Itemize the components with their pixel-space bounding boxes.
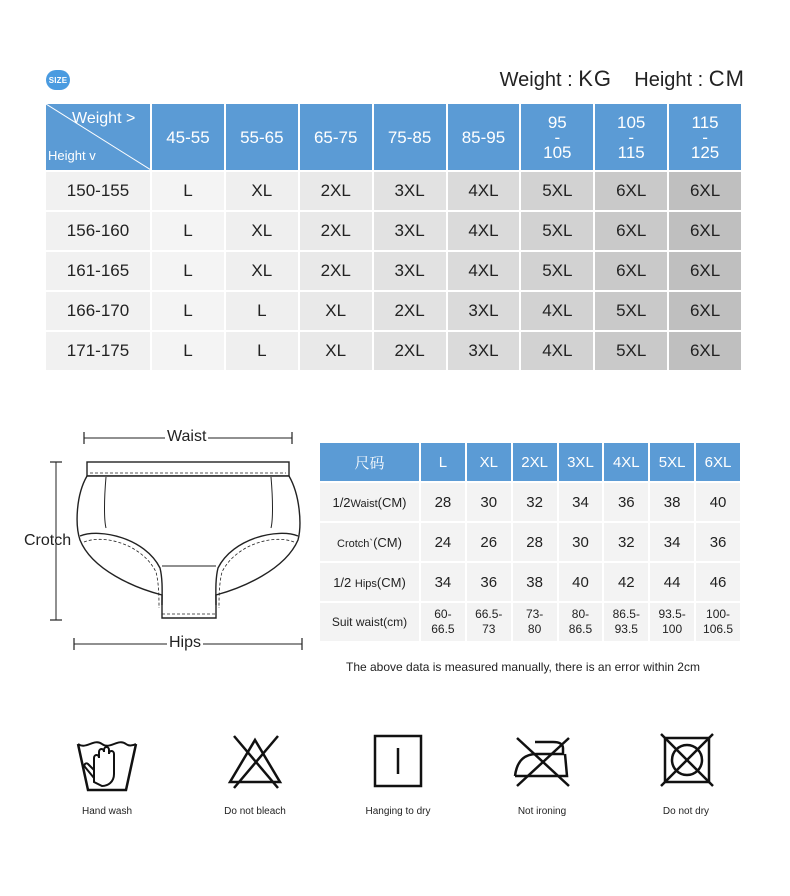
- care-label: Not ironing: [517, 806, 567, 817]
- size-cell: 6XL: [668, 331, 742, 371]
- size-chart-row: [46, 251, 742, 291]
- size-chart-table: [46, 104, 743, 372]
- size-cell: XL: [299, 291, 373, 331]
- size-cell: 3XL: [447, 331, 521, 371]
- weight-col-header: 45-55: [151, 104, 225, 171]
- size-col-header: 3XL: [558, 443, 604, 482]
- suit-waist-value: 93.5- 100: [649, 602, 695, 642]
- weight-col-header: 115 - 125: [668, 104, 742, 171]
- measurement-row: [320, 562, 741, 602]
- height-unit-label: Height: [634, 69, 693, 91]
- measurement-value: 34: [649, 522, 695, 562]
- care-hang-dry: [353, 730, 443, 817]
- hips-label: Hips: [169, 634, 202, 651]
- no-iron-icon: [507, 730, 577, 794]
- height-range-cell: 166-170: [46, 291, 151, 331]
- size-cell: 2XL: [299, 211, 373, 251]
- size-cell: XL: [225, 211, 299, 251]
- size-cell: L: [225, 331, 299, 371]
- crotch-label: Crotch: [24, 532, 72, 549]
- measurement-value: 42: [603, 562, 649, 602]
- height-range-cell: 171-175: [46, 331, 151, 371]
- size-cell: XL: [225, 171, 299, 211]
- measurement-table: [320, 443, 742, 643]
- weight-col-header: 95 - 105: [520, 104, 594, 171]
- size-cell: 5XL: [594, 331, 668, 371]
- size-cell: 4XL: [447, 171, 521, 211]
- measurement-value: 38: [649, 482, 695, 522]
- measurement-value: 36: [695, 522, 741, 562]
- size-cell: 4XL: [520, 331, 594, 371]
- size-cell: 3XL: [373, 171, 447, 211]
- care-do-not-bleach: [210, 730, 300, 817]
- size-chart-corner: [46, 104, 151, 171]
- measurement-value: 36: [466, 562, 512, 602]
- size-cell: 6XL: [668, 171, 742, 211]
- suit-waist-label: Suit waist(cm): [320, 602, 420, 642]
- measurement-value: 26: [466, 522, 512, 562]
- size-cell: L: [151, 211, 225, 251]
- measurement-value: 32: [512, 482, 558, 522]
- measurement-value: 30: [466, 482, 512, 522]
- suit-waist-row: [320, 602, 741, 642]
- size-cell: L: [151, 291, 225, 331]
- size-cell: 6XL: [594, 251, 668, 291]
- weight-col-header: 55-65: [225, 104, 299, 171]
- measurement-header-row: [320, 443, 741, 482]
- size-cell: 6XL: [668, 251, 742, 291]
- measurement-value: 38: [512, 562, 558, 602]
- measurement-row-label: 1/2Waist(CM): [320, 482, 420, 522]
- waistband-shape: [87, 462, 289, 476]
- size-cell: 4XL: [447, 251, 521, 291]
- suit-waist-value: 73- 80: [512, 602, 558, 642]
- size-cell: 2XL: [373, 291, 447, 331]
- care-label: Do not bleach: [224, 806, 286, 817]
- size-col-header: XL: [466, 443, 512, 482]
- do-not-bleach-icon: [220, 730, 290, 794]
- measurement-value: 34: [558, 482, 604, 522]
- size-chart-row: [46, 291, 742, 331]
- do-not-dry-icon: [651, 730, 721, 794]
- weight-unit: KG: [578, 66, 613, 91]
- weight-unit-label: Weight: [499, 69, 562, 91]
- measurement-value: 46: [695, 562, 741, 602]
- size-cell: 3XL: [373, 211, 447, 251]
- size-cell: 2XL: [373, 331, 447, 371]
- size-cell: 6XL: [594, 211, 668, 251]
- measurement-value: 34: [420, 562, 466, 602]
- care-label: Hanging to dry: [365, 806, 431, 817]
- waist-label: Waist: [167, 428, 207, 445]
- size-cell: L: [151, 251, 225, 291]
- measurement-value: 32: [603, 522, 649, 562]
- size-col-header: 6XL: [695, 443, 741, 482]
- care-do-not-dry: [641, 730, 731, 817]
- care-hand-wash: [62, 730, 152, 817]
- measurement-note: The above data is measured manually, there is an error within 2cm: [346, 660, 700, 674]
- suit-waist-value: 60- 66.5: [420, 602, 466, 642]
- size-cell: 2XL: [299, 171, 373, 211]
- size-chart-header-row: [46, 104, 742, 171]
- measurement-row-label: 1/2 Hips(CM): [320, 562, 420, 602]
- measurement-body: [320, 482, 741, 642]
- weight-col-header: 105 - 115: [594, 104, 668, 171]
- size-badge: SIZE: [46, 70, 70, 90]
- size-cell: L: [225, 291, 299, 331]
- size-cell: XL: [299, 331, 373, 371]
- size-col-header: L: [420, 443, 466, 482]
- size-col-header: 5XL: [649, 443, 695, 482]
- measurement-corner: 尺码: [320, 443, 420, 482]
- size-col-header: 4XL: [603, 443, 649, 482]
- size-col-header: 2XL: [512, 443, 558, 482]
- weight-col-header: 65-75: [299, 104, 373, 171]
- suit-waist-value: 100- 106.5: [695, 602, 741, 642]
- measurement-value: 40: [558, 562, 604, 602]
- measurement-row: [320, 522, 741, 562]
- size-chart-row: [46, 171, 742, 211]
- corner-height-label: Height v: [48, 148, 96, 163]
- care-label: Hand wash: [81, 806, 133, 817]
- size-cell: 6XL: [668, 291, 742, 331]
- size-cell: 5XL: [520, 251, 594, 291]
- size-cell: 5XL: [520, 171, 594, 211]
- care-label: Do not dry: [662, 806, 710, 817]
- measurement-row-label: Crotch`(CM): [320, 522, 420, 562]
- height-range-cell: 161-165: [46, 251, 151, 291]
- corner-weight-label: Weight >: [72, 110, 136, 127]
- measurement-value: 30: [558, 522, 604, 562]
- measurement-value: 28: [512, 522, 558, 562]
- weight-col-header: 75-85: [373, 104, 447, 171]
- size-cell: 4XL: [520, 291, 594, 331]
- size-cell: XL: [225, 251, 299, 291]
- size-cell: 3XL: [373, 251, 447, 291]
- suit-waist-value: 86.5- 93.5: [603, 602, 649, 642]
- measurement-value: 36: [603, 482, 649, 522]
- size-chart-row: [46, 211, 742, 251]
- height-range-cell: 156-160: [46, 211, 151, 251]
- size-cell: 2XL: [299, 251, 373, 291]
- suit-waist-value: 80- 86.5: [558, 602, 604, 642]
- measurement-value: 24: [420, 522, 466, 562]
- height-unit: CM: [708, 66, 745, 91]
- care-no-iron: [497, 730, 587, 817]
- size-cell: L: [151, 171, 225, 211]
- size-cell: L: [151, 331, 225, 371]
- hang-dry-icon: [363, 730, 433, 794]
- size-chart-body: [46, 171, 742, 371]
- measurement-value: 28: [420, 482, 466, 522]
- size-cell: 5XL: [594, 291, 668, 331]
- measurement-value: 40: [695, 482, 741, 522]
- suit-waist-value: 66.5- 73: [466, 602, 512, 642]
- size-cell: 3XL: [447, 291, 521, 331]
- measurement-value: 44: [649, 562, 695, 602]
- size-cell: 6XL: [668, 211, 742, 251]
- units-legend: Weight : KG Height : CM: [499, 66, 745, 91]
- measurement-row: [320, 482, 741, 522]
- height-range-cell: 150-155: [46, 171, 151, 211]
- weight-col-header: 85-95: [447, 104, 521, 171]
- size-cell: 4XL: [447, 211, 521, 251]
- size-cell: 6XL: [594, 171, 668, 211]
- hand-wash-icon: [72, 730, 142, 794]
- size-chart-row: [46, 331, 742, 371]
- brief-body-shape: [77, 476, 300, 618]
- size-cell: 5XL: [520, 211, 594, 251]
